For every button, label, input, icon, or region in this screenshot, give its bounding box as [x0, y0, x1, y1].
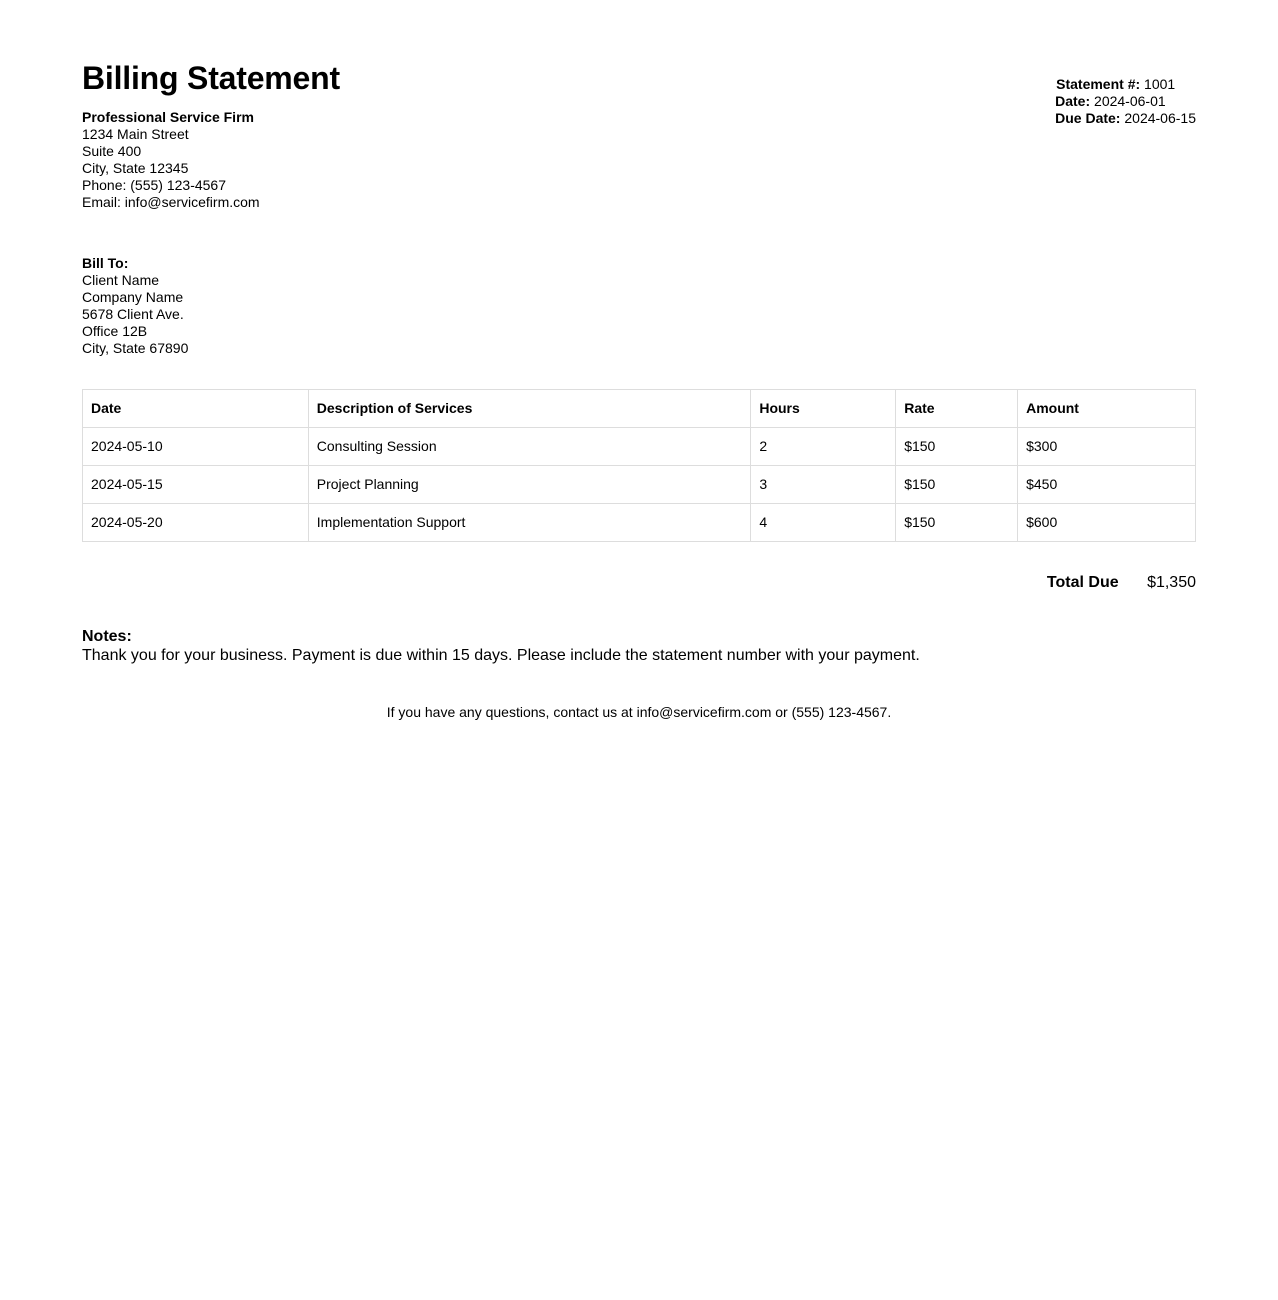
firm-name: Professional Service Firm [82, 109, 254, 125]
services-table [82, 389, 1196, 542]
cell-description: Implementation Support [308, 504, 751, 542]
client-company: Company Name [82, 289, 184, 305]
firm-email: Email: info@servicefirm.com [82, 194, 260, 210]
statement-meta [1055, 76, 1196, 127]
total-due [1047, 573, 1196, 592]
notes-text: Thank you for your business. Payment is due within 15 days. Please include the statement number with your payment. [82, 647, 920, 664]
cell-date: 2024-05-15 [83, 466, 309, 504]
table-row [83, 466, 1196, 504]
firm-city-state-zip: City, State 12345 [82, 160, 189, 176]
page-title: Billing Statement [82, 60, 340, 96]
total-due-label: Total Due [1046, 574, 1119, 591]
client-name: Client Name [82, 272, 160, 288]
firm-address-line1: 1234 Main Street [82, 126, 189, 142]
statement-date-label: Date: [1055, 93, 1091, 109]
statement-number-label: Statement #: [1056, 76, 1141, 92]
client-address-line2: Office 12B [82, 323, 148, 339]
client-city-state-zip: City, State 67890 [82, 340, 189, 356]
cell-rate: $150 [896, 428, 1018, 466]
cell-description: Consulting Session [308, 428, 751, 466]
column-header-hours: Hours [751, 390, 896, 428]
notes-label: Notes: [82, 628, 132, 645]
statement-date-value: 2024-06-01 [1094, 93, 1166, 109]
firm-info [82, 109, 260, 211]
statement-due-date-label: Due Date: [1055, 110, 1121, 126]
statement-due-date-value: 2024-06-15 [1124, 110, 1196, 126]
client-address-line1: 5678 Client Ave. [82, 306, 184, 322]
cell-amount: $600 [1018, 504, 1196, 542]
column-header-rate: Rate [896, 390, 1018, 428]
cell-amount: $300 [1018, 428, 1196, 466]
bill-to-label: Bill To: [82, 255, 129, 271]
notes-section [82, 627, 920, 665]
table-row [83, 504, 1196, 542]
cell-rate: $150 [896, 466, 1018, 504]
total-due-value: $1,350 [1147, 574, 1196, 591]
statement-number [1055, 76, 1196, 93]
table-row [83, 428, 1196, 466]
bill-to [82, 255, 188, 357]
cell-amount: $450 [1018, 466, 1196, 504]
firm-address-line2: Suite 400 [82, 143, 142, 159]
column-header-amount: Amount [1018, 390, 1196, 428]
statement-date [1055, 93, 1196, 110]
cell-hours: 3 [751, 466, 896, 504]
cell-rate: $150 [896, 504, 1018, 542]
footer-contact: If you have any questions, contact us at info@servicefirm.com or (555) 123-4567. [386, 704, 892, 720]
cell-hours: 4 [751, 504, 896, 542]
statement-number-value: 1001 [1144, 76, 1176, 92]
firm-phone: Phone: (555) 123-4567 [82, 177, 226, 193]
cell-hours: 2 [751, 428, 896, 466]
cell-description: Project Planning [308, 466, 751, 504]
statement-due-date [1055, 110, 1196, 127]
column-header-date: Date [83, 390, 309, 428]
cell-date: 2024-05-10 [83, 428, 309, 466]
column-header-description: Description of Services [308, 390, 751, 428]
table-header-row [83, 390, 1196, 428]
cell-date: 2024-05-20 [83, 504, 309, 542]
